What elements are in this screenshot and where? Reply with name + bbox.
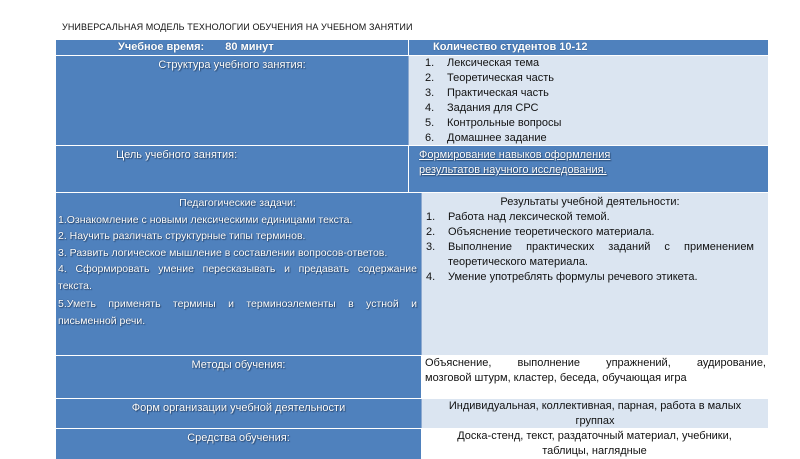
methods-text-cell <box>421 356 768 398</box>
students-count: Количество студентов 10-12 <box>433 41 588 53</box>
goal-label: Цель учебного занятия: <box>116 149 238 161</box>
methods-text-line: Объяснение, выполнение упражнений, аудирование, <box>425 357 766 369</box>
list-item: 3. Выполнение практических заданий с применением теоретического материала. <box>426 241 754 268</box>
tasks-label: Педагогические задачи: <box>179 197 296 209</box>
task-line: 1.Ознакомление с новыми лексическими единицами текста. <box>58 213 353 226</box>
task-line: 2. Научить различать структурные типы терминов. <box>58 230 306 242</box>
means-label-cell <box>56 429 421 459</box>
list-item: 4. Умение употреблять формулы речевого этикета. <box>426 271 698 283</box>
results-label: Результаты учебной деятельности: <box>500 196 680 208</box>
structure-list-cell <box>408 56 768 145</box>
results-cell <box>421 193 768 355</box>
goal-text-cell <box>408 146 768 192</box>
structure-list <box>425 56 768 146</box>
lesson-model-table <box>56 40 768 457</box>
list-item: 2. Теоретическая часть <box>425 72 555 84</box>
means-text-cell <box>421 429 768 459</box>
forms-text-cell <box>421 399 768 428</box>
forms-label-cell <box>56 399 421 428</box>
means-text-line: таблицы, наглядные <box>542 445 647 457</box>
time-value: 80 минут <box>225 41 274 53</box>
means-label: Средства обучения: <box>187 432 290 444</box>
methods-label: Методы обучения: <box>191 359 286 371</box>
list-item: 1. Работа над лексической темой. <box>426 211 610 223</box>
goal-label-cell <box>56 146 408 192</box>
list-item: 5. Контрольные вопросы <box>425 117 562 129</box>
forms-text-line: Индивидуальная, коллективная, парная, работа в малых <box>448 400 742 412</box>
forms-label: Форм организации учебной деятельности <box>131 402 346 414</box>
tasks-cell <box>56 193 421 355</box>
task-line: 4. Сформировать умение пересказывать и предавать содержание <box>58 263 417 275</box>
task-line: письменной речи. <box>58 314 146 327</box>
structure-label: Структура учебного занятия: <box>158 59 306 71</box>
list-item: 2. Объяснение теоретического материала. <box>426 226 655 238</box>
list-item: 4. Задания для СРС <box>425 102 539 114</box>
methods-label-cell <box>56 356 421 398</box>
page-title: УНИВЕРСАЛЬНАЯ МОДЕЛЬ ТЕХНОЛОГИИ ОБУЧЕНИЯ НА УЧЕБНОМ ЗАНЯТИИ <box>62 22 413 32</box>
time-label: Учебное время: <box>118 41 205 53</box>
task-line: 5.Уметь применять термины и терминоэлементы в устной и <box>58 298 417 310</box>
header-students-cell <box>408 40 768 55</box>
goal-text-line: результатов научного исследования. <box>419 164 607 176</box>
goal-text-line: Формирование навыков оформления <box>419 149 611 161</box>
list-item: 6. Домашнее задание <box>425 132 547 144</box>
means-text-line: Доска-стенд, текст, раздаточный материал, учебники, <box>457 430 732 442</box>
forms-text-line: группах <box>575 415 615 427</box>
list-item: 1. Лексическая тема <box>425 57 540 69</box>
task-line: текста. <box>58 279 92 292</box>
methods-text-line: мозговой штурм, кластер, беседа, обучающая игра <box>425 372 687 384</box>
header-time-cell <box>56 40 408 55</box>
structure-label-cell <box>56 56 408 145</box>
results-list <box>426 210 754 285</box>
list-item: 3. Практическая часть <box>425 87 549 99</box>
task-line: 3. Развить логическое мышление в составлении вопросов-ответов. <box>58 246 388 259</box>
